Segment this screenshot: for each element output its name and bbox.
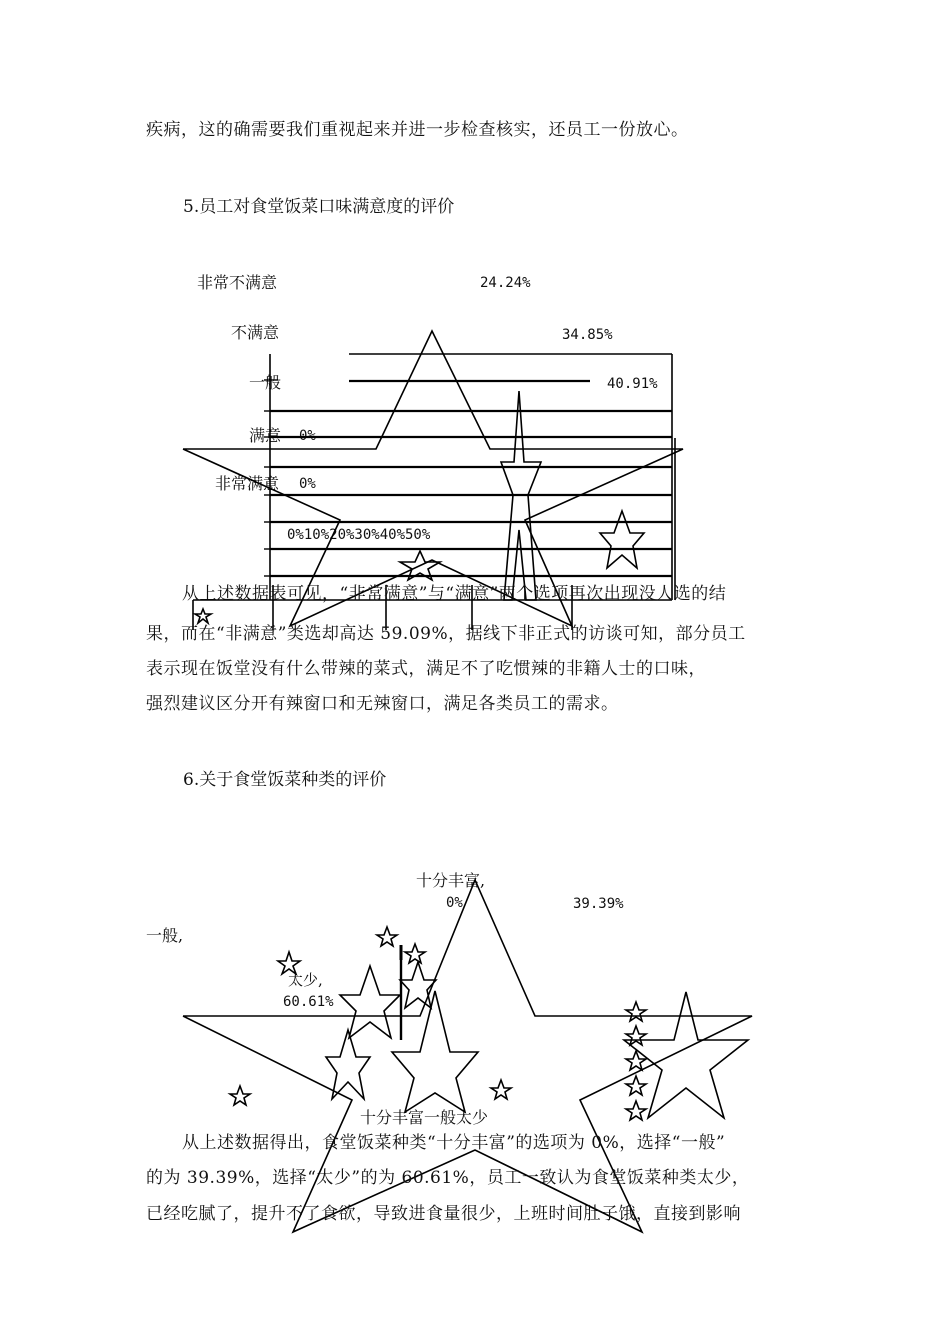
chart1-category-label: 非常不满意 xyxy=(197,273,278,292)
chart2-small-star xyxy=(626,1101,646,1120)
chart2-small-star xyxy=(405,944,425,963)
chart2-star xyxy=(326,1030,370,1099)
chart2-small-star xyxy=(626,1076,646,1095)
chart2-star xyxy=(400,962,436,1008)
chart1-value-label: 0% xyxy=(299,428,316,444)
chart1-category-label: 不满意 xyxy=(231,323,280,342)
paragraph-line: 的为 39.39%，选择“太少”的为 60.61%，员工一致认为食堂饭菜种类太少， xyxy=(146,1168,750,1188)
chart2-label-few-value: 60.61% xyxy=(283,994,334,1010)
chart1-value-label: 40.91% xyxy=(607,376,658,392)
intro-line: 疾病，这的确需要我们重视起来并进一步检查核实，还员工一份放心。 xyxy=(146,120,689,140)
chart2-label-few-name: 太少, xyxy=(288,971,323,989)
paragraph-line: 从上述数据表可见，“非常满意”与“满意”两个选项再次出现没人选的结 xyxy=(182,584,727,604)
chart2-legend: 十分丰富一般太少 xyxy=(360,1108,489,1127)
paragraph-line: 强烈建议区分开有辣窗口和无辣窗口，满足各类员工的需求。 xyxy=(146,694,619,714)
chart2-label-rich-name: 十分丰富, xyxy=(416,871,486,890)
paragraph-line: 表示现在饭堂没有什么带辣的菜式，满足不了吃惯辣的非籍人士的口味， xyxy=(146,659,706,679)
chart2-label-rich-value: 0% xyxy=(446,895,463,911)
chart2-label-general-name: 一般, xyxy=(146,926,184,945)
chart1-value-label: 24.24% xyxy=(480,275,531,291)
chart1-value-label: 34.85% xyxy=(562,327,613,343)
chart2-small-star xyxy=(278,952,300,974)
chart2-star xyxy=(392,991,478,1112)
chart1-category-label: 满意 xyxy=(249,426,282,445)
chart2-small-star xyxy=(230,1086,250,1105)
chart2-star xyxy=(624,992,748,1118)
chart2-small-star xyxy=(377,927,397,946)
chart1-value-label: 0% xyxy=(299,476,316,492)
chart2-small-star xyxy=(491,1080,511,1099)
chart2-small-star xyxy=(626,1026,646,1045)
chart2-small-star xyxy=(626,1051,646,1070)
chart1-axis-ticks: 0%10%20%30%40%50% xyxy=(287,527,431,543)
paragraph-line: 从上述数据得出，食堂饭菜种类“十分丰富”的选项为 0%，选择“一般” xyxy=(182,1133,726,1153)
section5-heading: 5.员工对食堂饭菜口味满意度的评价 xyxy=(183,197,455,217)
chart2-label-general-value: 39.39% xyxy=(573,896,624,912)
chart2-star xyxy=(340,966,400,1038)
chart2-small-star xyxy=(626,1002,646,1021)
paragraph-line: 已经吃腻了，提升不了食欲，导致进食量很少，上班时间肚子饿，直接到影响 xyxy=(146,1204,741,1224)
chart1-category-label: 非常满意 xyxy=(215,474,280,493)
paragraph-line: 果，而在“非满意”类选却高达 59.09%，据线下非正式的访谈可知，部分员工 xyxy=(146,624,746,644)
section6-heading: 6.关于食堂饭菜种类的评价 xyxy=(183,770,387,790)
chart1-category-label: 一般 xyxy=(249,373,282,392)
